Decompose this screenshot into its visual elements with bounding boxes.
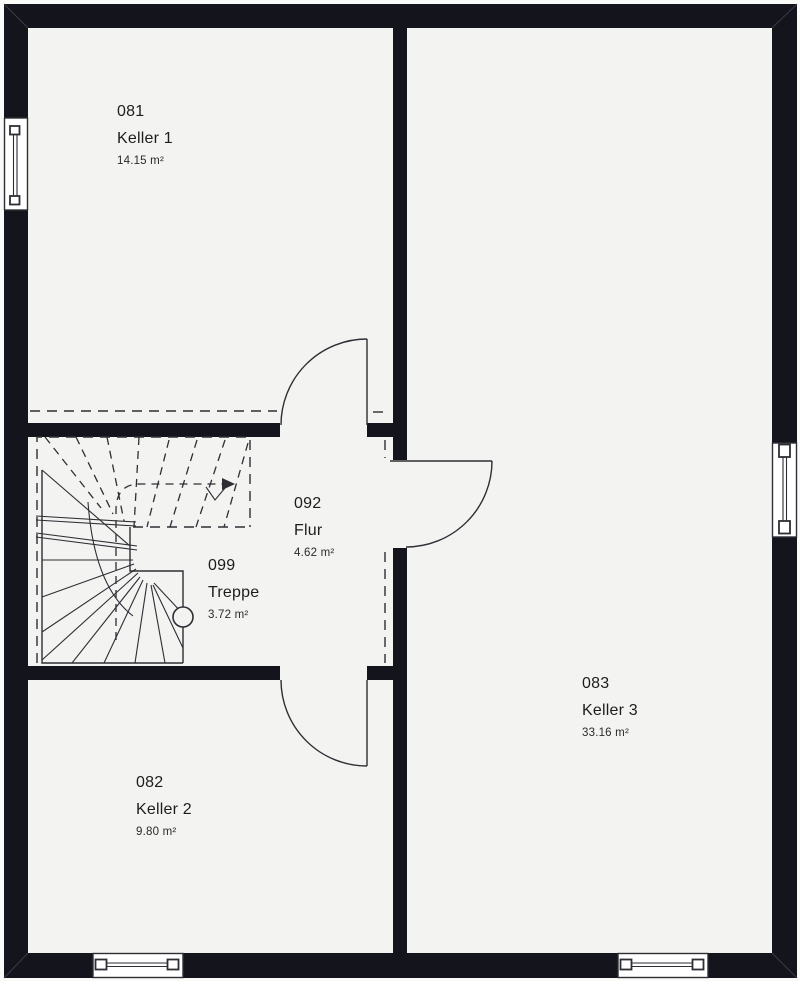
- room-area: 3.72 m²: [208, 609, 249, 621]
- room-number: 099: [208, 557, 236, 574]
- window-symbol-bottom-right: [618, 954, 708, 978]
- room-number: 082: [136, 774, 164, 791]
- window-symbol-left: [5, 118, 28, 210]
- room-area: 33.16 m²: [582, 727, 629, 739]
- stair-post: [173, 607, 193, 627]
- room-area: 9.80 m²: [136, 826, 177, 838]
- room-number: 083: [582, 675, 610, 692]
- window-symbol-right: [773, 443, 797, 537]
- room-name: Flur: [294, 522, 323, 539]
- room-number: 081: [117, 103, 145, 120]
- window-symbol-bottom-left: [93, 954, 183, 978]
- room-number: 092: [294, 495, 322, 512]
- room-area: 4.62 m²: [294, 547, 335, 559]
- room-area: 14.15 m²: [117, 155, 164, 167]
- room-name: Keller 1: [117, 130, 173, 147]
- room-name: Treppe: [208, 584, 260, 601]
- room-name: Keller 2: [136, 801, 192, 818]
- room-name: Keller 3: [582, 702, 638, 719]
